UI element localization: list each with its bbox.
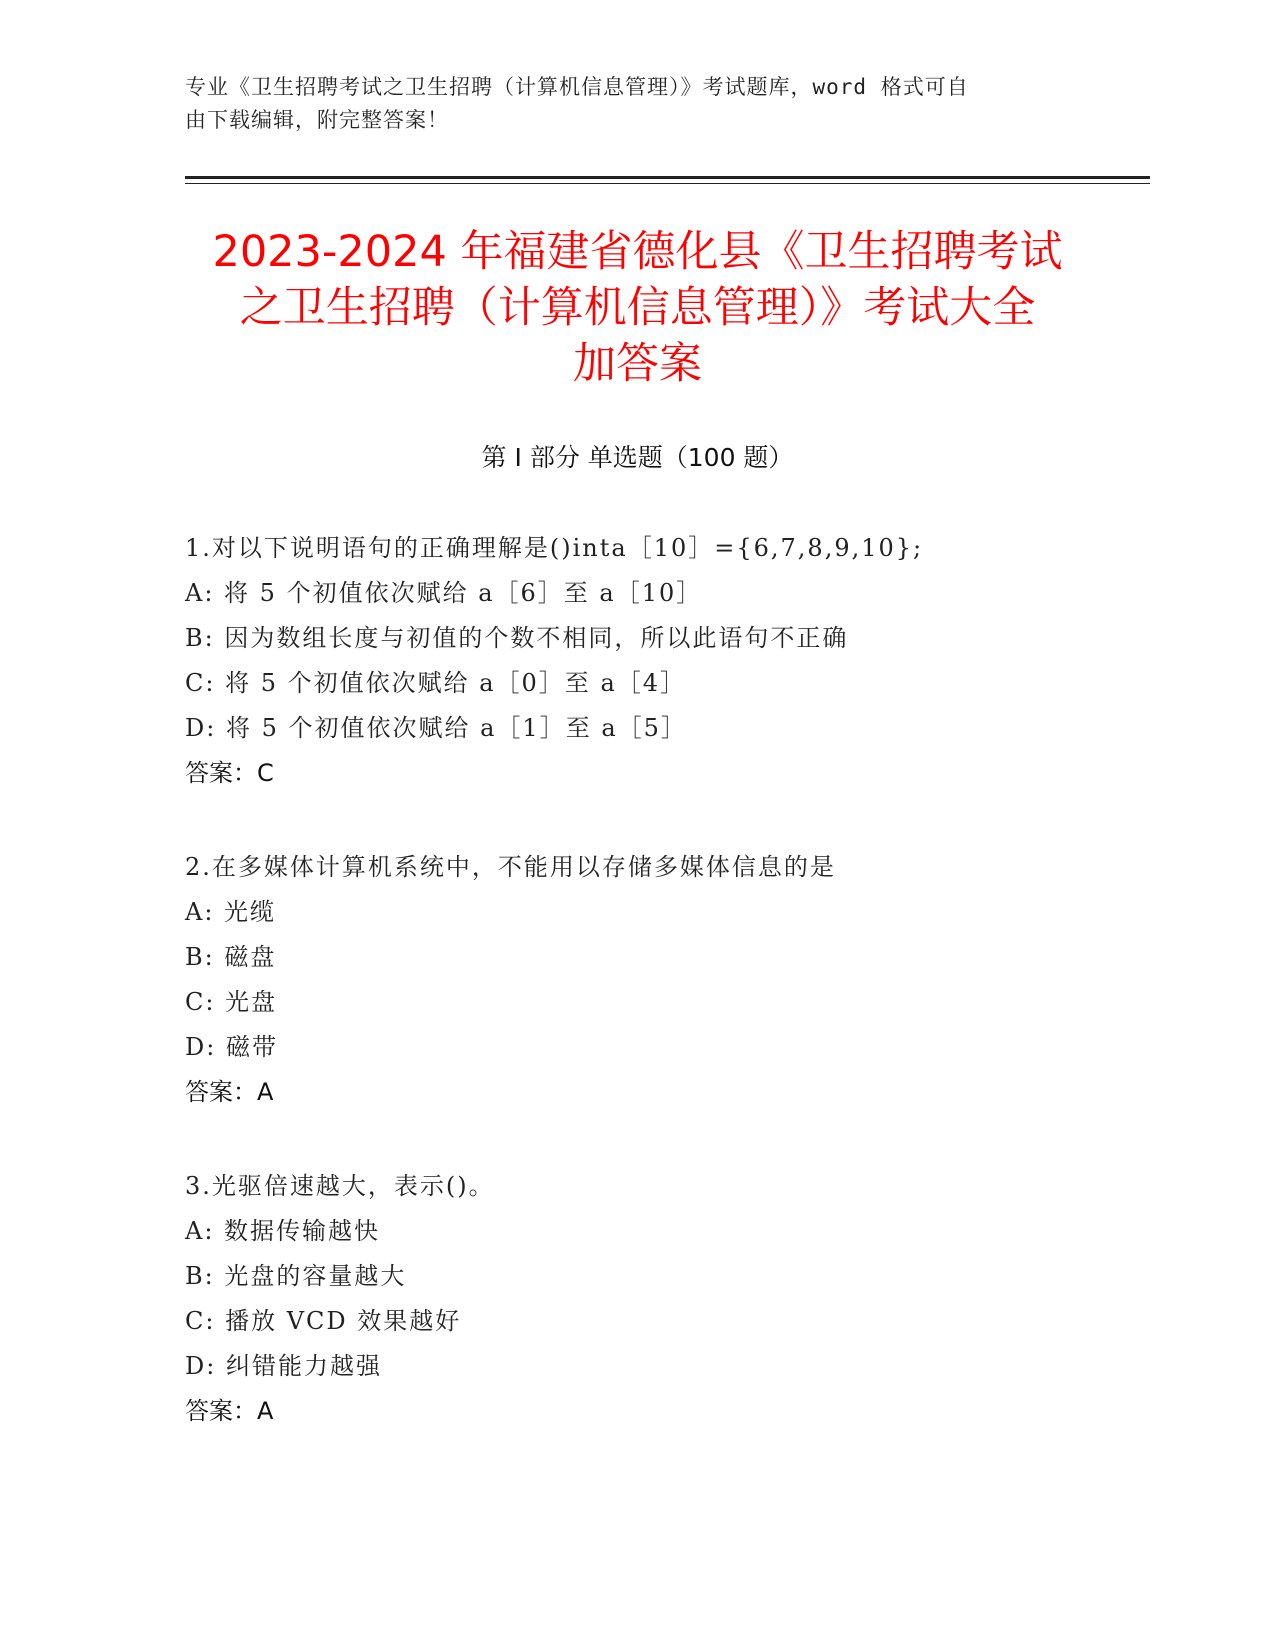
option-b: B: 因为数组长度与初值的个数不相同，所以此语句不正确 bbox=[185, 624, 849, 652]
question-1 bbox=[185, 526, 1145, 796]
question-stem: 1.对以下说明语句的正确理解是()inta［10］={6,7,8,9,10}; bbox=[185, 534, 924, 562]
document-title bbox=[185, 224, 1090, 392]
header-line-2: 由下载编辑，附完整答案！ bbox=[185, 108, 449, 132]
answer-line: 答案：A bbox=[185, 1397, 274, 1425]
option-d: D: 纠错能力越强 bbox=[185, 1352, 382, 1380]
title-line-3: 加答案 bbox=[573, 339, 702, 389]
option-d: D: 磁带 bbox=[185, 1033, 278, 1061]
header-divider-thin bbox=[185, 183, 1150, 184]
option-a: A: 将 5 个初值依次赋给 a［6］至 a［10］ bbox=[185, 579, 703, 607]
question-stem: 2.在多媒体计算机系统中，不能用以存储多媒体信息的是 bbox=[185, 853, 836, 881]
option-b: B: 光盘的容量越大 bbox=[185, 1262, 407, 1290]
section-heading: 第 I 部分 单选题（100 题） bbox=[481, 443, 794, 472]
option-b: B: 磁盘 bbox=[185, 943, 277, 971]
question-list bbox=[185, 526, 1145, 1483]
option-a: A: 光缆 bbox=[185, 898, 277, 926]
question-2 bbox=[185, 845, 1145, 1115]
title-line-2: 之卫生招聘（计算机信息管理）》考试大全 bbox=[239, 283, 1036, 333]
question-stem: 3.光驱倍速越大，表示()。 bbox=[185, 1172, 495, 1200]
question-3 bbox=[185, 1164, 1145, 1434]
answer-line: 答案：C bbox=[185, 759, 274, 787]
option-d: D: 将 5 个初值依次赋给 a［1］至 a［5］ bbox=[185, 714, 687, 742]
header-line-1: 专业《卫生招聘考试之卫生招聘（计算机信息管理）》考试题库，word 格式可自 bbox=[185, 75, 969, 99]
document-header bbox=[185, 71, 1065, 137]
option-c: C: 播放 VCD 效果越好 bbox=[185, 1307, 462, 1335]
answer-line: 答案：A bbox=[185, 1078, 274, 1106]
option-a: A: 数据传输越快 bbox=[185, 1217, 381, 1245]
header-divider-thick bbox=[185, 176, 1150, 179]
option-c: C: 光盘 bbox=[185, 988, 278, 1016]
title-line-1: 2023-2024 年福建省德化县《卫生招聘考试 bbox=[212, 227, 1063, 277]
option-c: C: 将 5 个初值依次赋给 a［0］至 a［4］ bbox=[185, 669, 687, 697]
